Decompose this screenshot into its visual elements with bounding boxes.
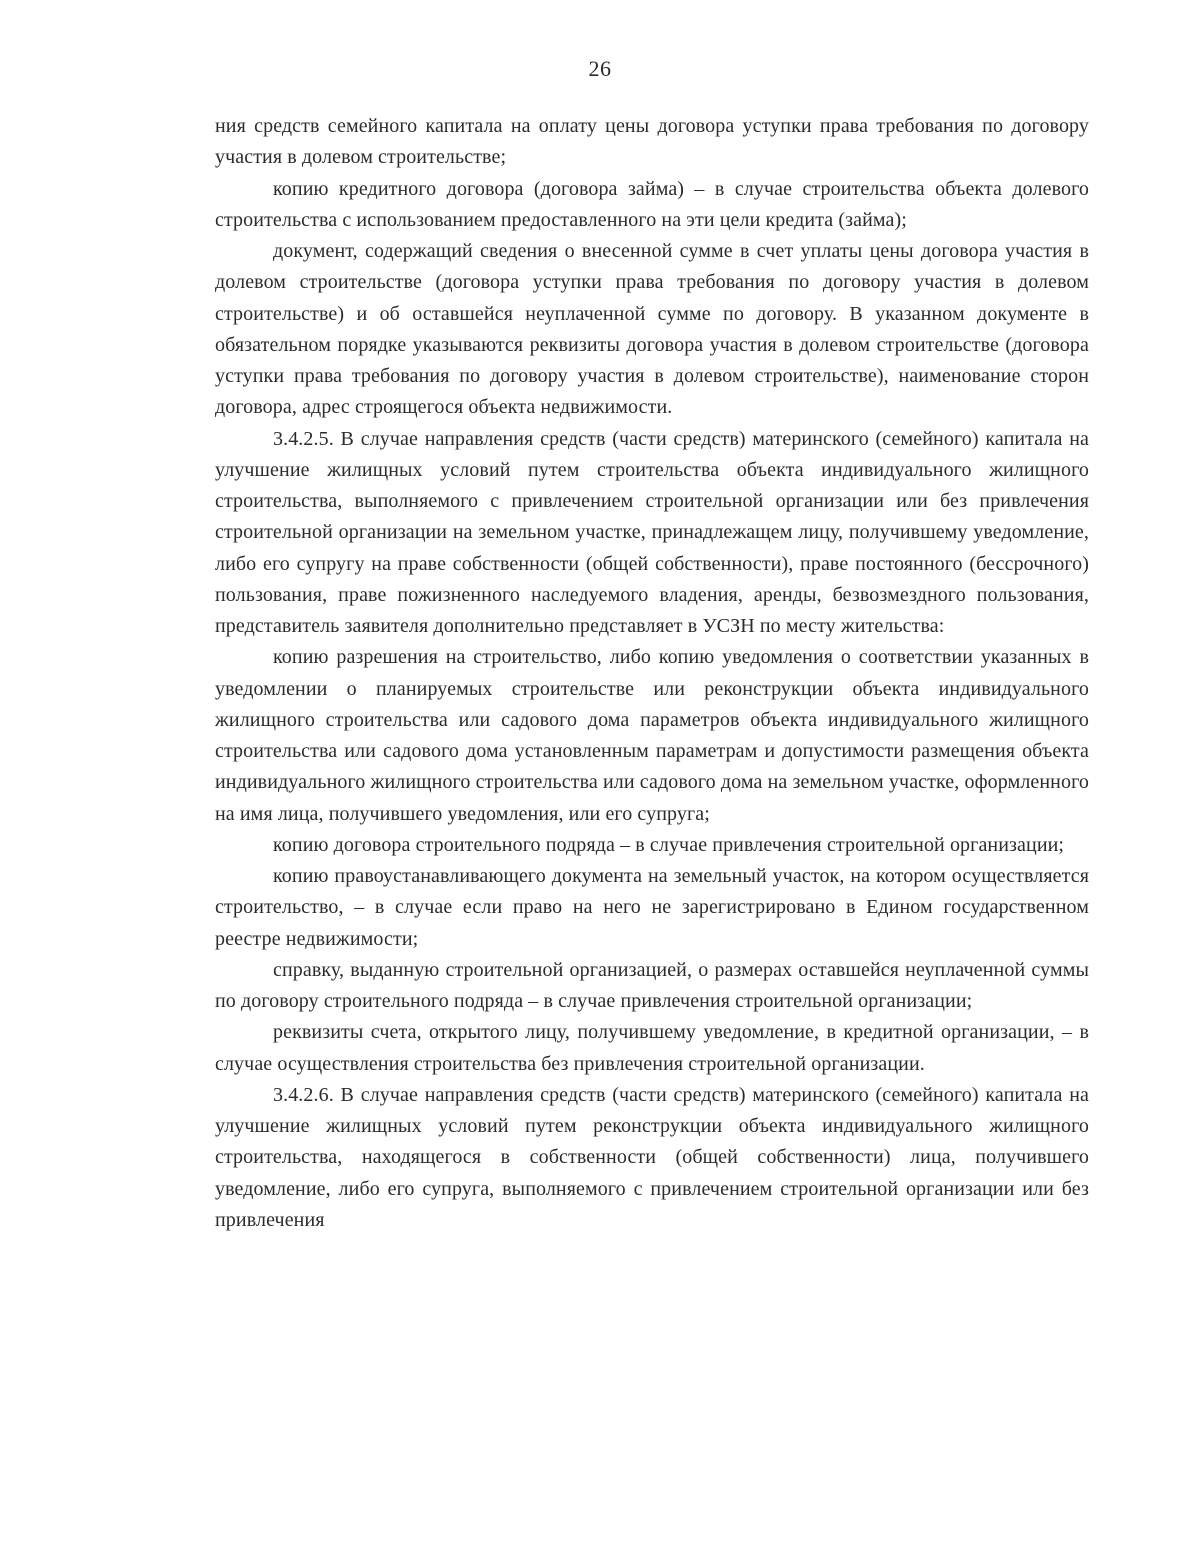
- paragraph-credit-agreement: копию кредитного договора (договора займа) – в случае строительства объекта долевого строительства с использованием предоставленного на эти цели кредита (займа);: [215, 177, 1089, 231]
- paragraph-continuation: ния средств семейного капитала на оплату цены договора уступки права требования по договору участия в долевом строительстве;: [215, 115, 1089, 169]
- paragraph-3-4-2-5: 3.4.2.5. В случае направления средств (части средств) материнского (семейного) капитала на улучшение жилищных условий путем строительства объекта индивидуального жилищного строительства, выполняемого с привлечением строительной организации или без привлечения строительной организации на земельном участке, принадлежащем лицу, получившему уведомление, либо его супругу на праве собственности (общей собственности), праве постоянного (бессрочного) пользования, праве пожизненного наследуемого владения, аренды, безвозмездного пользования, представитель заявителя дополнительно представляет в УСЗН по месту жительства:: [215, 427, 1089, 637]
- paragraph-account-details: реквизиты счета, открытого лицу, получившему уведомление, в кредитной организации, – в случае осуществления строительства без привлечения строительной организации.: [215, 1021, 1089, 1075]
- paragraph-payment-document: документ, содержащий сведения о внесенной сумме в счет уплаты цены договора участия в долевом строительстве (договора уступки права требования по договору участия в долевом строительстве) и об оставшейся неуплаченной сумме по договору. В указанном документе в обязательном порядке указываются реквизиты договора участия в долевом строительстве (договора уступки права требования по договору участия в долевом строительстве), наименование сторон договора, адрес строящегося объекта недвижимости.: [215, 240, 1089, 419]
- page-number: 26: [588, 56, 612, 81]
- document-body: [215, 111, 1089, 1236]
- paragraph-construction-contract: копию договора строительного подряда – в случае привлечения строительной организации;: [273, 833, 1065, 856]
- paragraph-building-permit: копию разрешения на строительство, либо копию уведомления о соответствии указанных в уведомлении о планируемых строительстве или реконструкции объекта индивидуального жилищного строительства или садового дома параметров объекта индивидуального жилищного строительства или садового дома установленным параметрам и допустимости размещения объекта индивидуального жилищного строительства или садового дома на земельном участке, оформленного на имя лица, получившего уведомления, или его супруга;: [215, 646, 1089, 825]
- paragraph-land-title: копию правоустанавливающего документа на земельный участок, на котором осуществляется строительство, – в случае если право на него не зарегистрировано в Едином государственном реестре недвижимости;: [215, 865, 1089, 950]
- paragraph-certificate: справку, выданную строительной организацией, о размерах оставшейся неуплаченной суммы по договору строительного подряда – в случае привлечения строительной организации;: [215, 958, 1089, 1012]
- paragraph-3-4-2-6: 3.4.2.6. В случае направления средств (части средств) материнского (семейного) капитала на улучшение жилищных условий путем реконструкции объекта индивидуального жилищного строительства, находящегося в собственности (общей собственности) лица, получившего уведомление, либо его супруга, выполняемого с привлечением строительной организации или без привлечения: [215, 1083, 1089, 1231]
